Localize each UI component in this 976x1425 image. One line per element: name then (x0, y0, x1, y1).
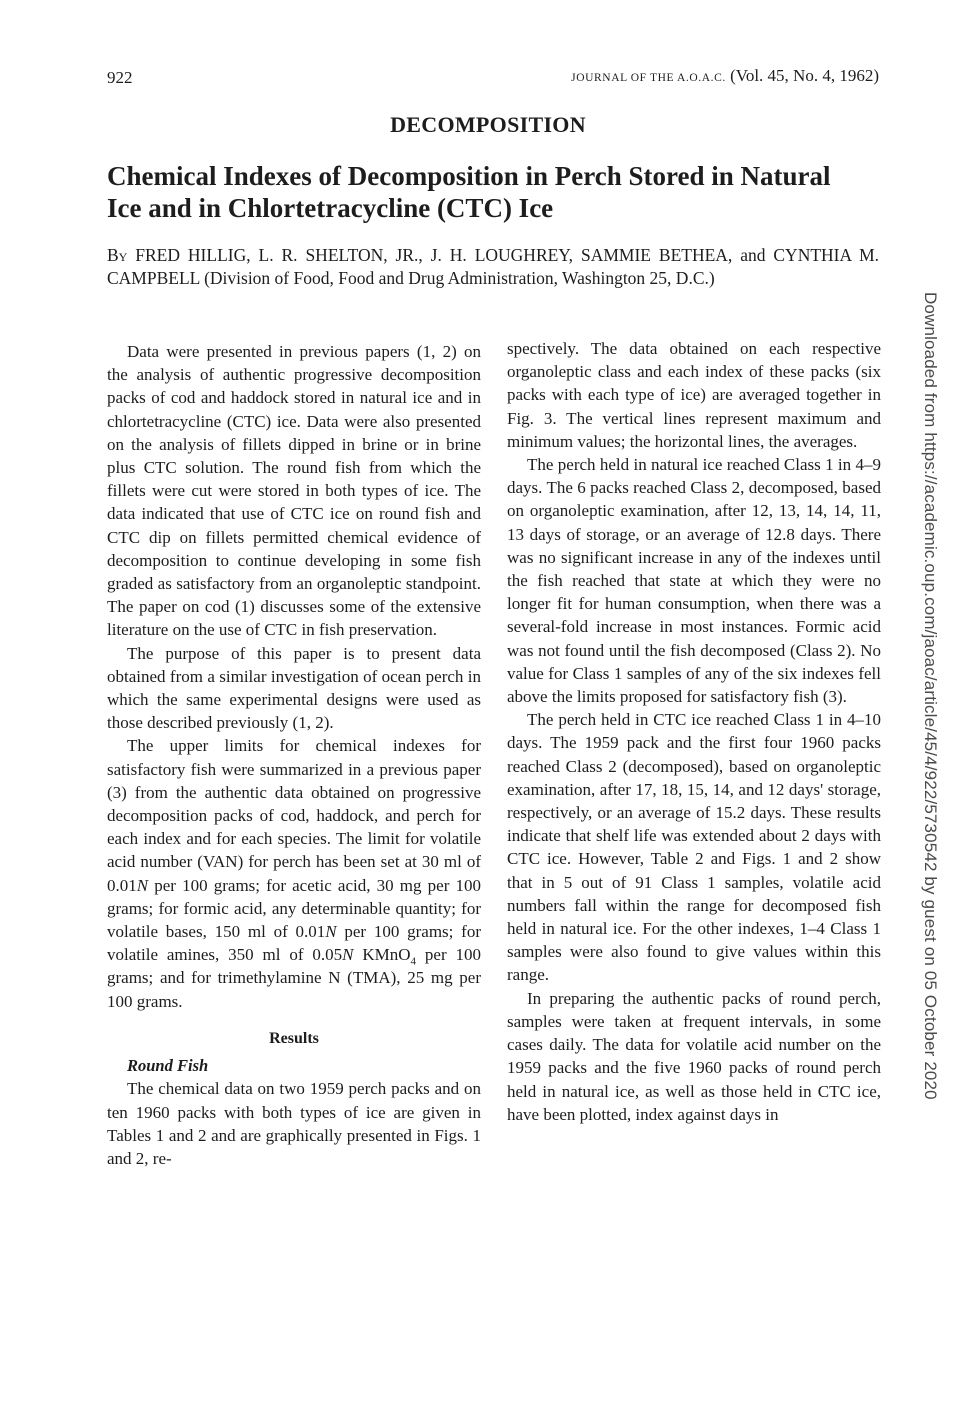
download-note[interactable]: Downloaded from https://academic.oup.com/jaoac/article/45/4/922/5730542 by guest on 05 October 2020 (921, 292, 940, 1100)
journal-name: JOURNAL OF THE A.O.A.C. (571, 72, 726, 84)
left-column (107, 340, 481, 1170)
section-title: DECOMPOSITION (390, 112, 586, 137)
download-watermark (921, 292, 955, 1122)
paragraph: The perch held in CTC ice reached Class 1 in 4–10 days. The 1959 pack and the first four 1960 packs reached Class 2 (decomposed), based on organoleptic examination, after 17, 18, 15, 14, and 12 days' storage, respectively, or an average of 15.2 days. These results indicate that shelf life was extended about 2 days with CTC ice. However, Table 2 and Figs. 1 and 2 show that in 5 out of 91 Class 1 samples, volatile acid numbers fall within the range for decomposed fish held in natural ice. For the other indexes, 1–4 Class 1 samples were also found to give values within this range. (507, 710, 881, 985)
paragraph: Data were presented in previous papers (1, 2) on the analysis of authentic progressive decomposition packs of cod and haddock stored in natural ice and in chlortetracycline (CTC) ice. Data were also presented on the analysis of fillets dipped in brine or in brine plus CTC solution. The round fish from which the fillets were cut were stored in both types of ice. The data indicated that use of CTC ice on round fish and CTC dip on fillets permitted chemical evidence of decomposition to continue developing in some fish graded as satisfactory from an organoleptic standpoint. The paper on cod (1) discusses some of the extensive literature on the use of CTC in fish preservation. (107, 342, 481, 640)
article-title: Chemical Indexes of Decomposition in Perch Stored in Natural Ice and in Chlortetracycline (CTC) Ice (107, 161, 831, 223)
paragraph: In preparing the authentic packs of round perch, samples were taken at frequent intervals, in some cases daily. The data for volatile acid number on the 1959 packs and the five 1960 packs of round perch held in natural ice, as well as those held in CTC ice, have been plotted, index against days in (507, 988, 881, 1124)
round-fish-heading: Round Fish (127, 1056, 209, 1076)
paragraph: spectively. The data obtained on each respective organoleptic class and each index of these packs (six packs with each type of ice) are averaged together in Fig. 3. The vertical lines represent maximum and minimum values; the horizontal lines, the averages. (507, 339, 881, 451)
volume-info: (Vol. 45, No. 4, 1962) (730, 66, 879, 85)
running-head (571, 66, 879, 86)
by-label: By (107, 245, 128, 265)
paragraph: The purpose of this paper is to present data obtained from a similar investigation of ocean perch in which the same experimental designs were used as those described previously (1, 2). (107, 643, 481, 733)
right-column (507, 337, 881, 1126)
page-number: 922 (107, 68, 133, 87)
paragraph: The chemical data on two 1959 perch packs and on ten 1960 packs with both types of ice are given in Tables 1 and 2 and are graphically presented in Figs. 1 and 2, re- (107, 1079, 481, 1168)
paragraph: The perch held in natural ice reached Class 1 in 4–9 days. The 6 packs reached Class 2, decomposed, based on organoleptic examination, after 12, 13, 14, 14, 11, 13 days of storage, or an average of 12.8 days. There was no significant increase in any of the indexes until the fish reached that state at which they were no longer fit for human consumption, when there was a several-fold increase in most instances. Formic acid was not found until the fish decomposed (Class 2). No value for Class 1 samples of any of the six indexes fell above the limits proposed for satisfactory fish (3). (507, 455, 881, 707)
authors-affiliation: FRED HILLIG, L. R. SHELTON, JR., J. H. LOUGHREY, SAMMIE BETHEA, and CYNTHIA M. CAMPBELL (Division of Food, Food and Drug Administration, Washington 25, D.C.) (107, 245, 880, 288)
results-heading: Results (269, 1029, 319, 1047)
byline (107, 244, 879, 290)
paragraph: The upper limits for chemical indexes for satisfactory fish were summarized in a previous paper (3) from the authentic data obtained on progressive decomposition packs of cod, haddock, and perch for each index and for each species. The limit for volatile acid number (VAN) for perch has been set at 30 ml of 0.01N per 100 grams; for acetic acid, 30 mg per 100 grams; for formic acid, any determinable quantity; for volatile bases, 150 ml of 0.01N per 100 grams; for volatile amines, 350 ml of 0.05N KMnO$_4$ per 100 grams; and for trimethylamine N (TMA), 25 mg per 100 grams. (107, 736, 481, 1011)
